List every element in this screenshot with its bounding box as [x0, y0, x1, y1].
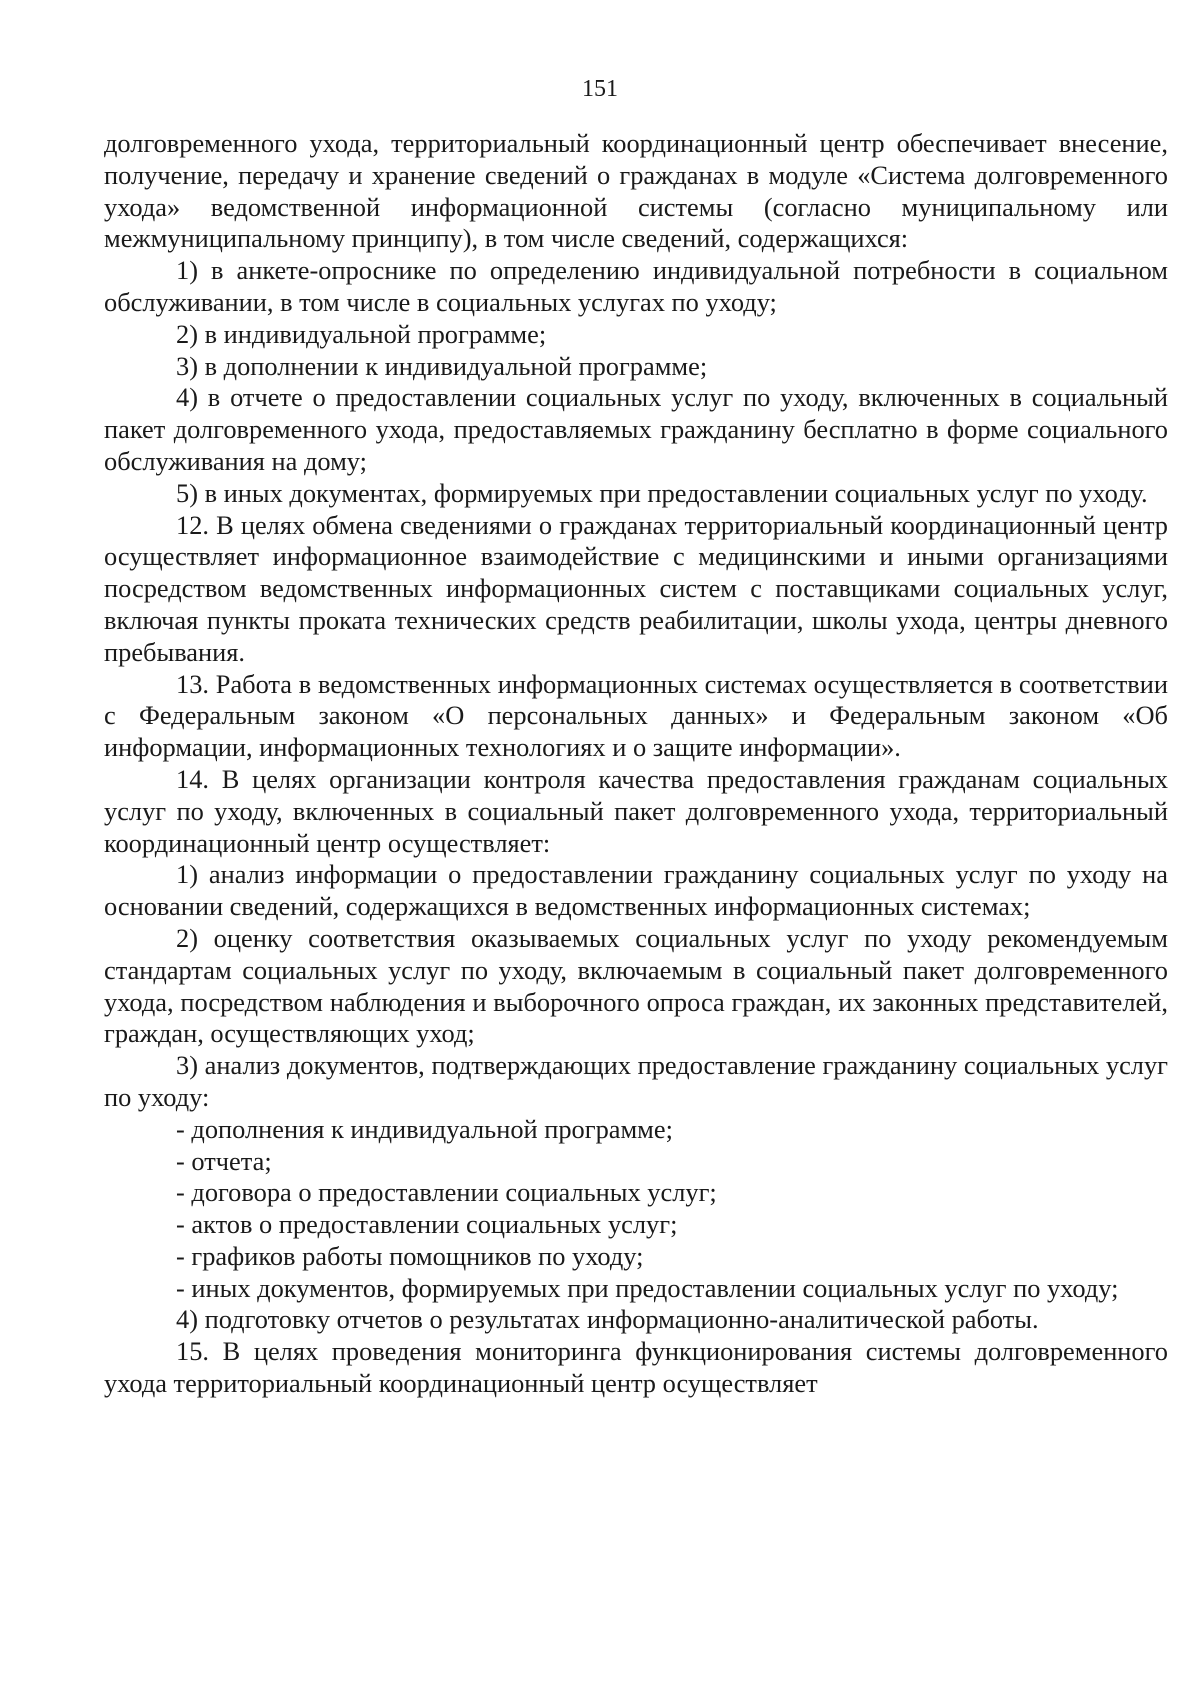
clause-14-item-3: 3) анализ документов, подтверждающих предоставление гражданину социальных услуг по уходу: — [104, 1050, 1168, 1112]
clause-14-item-2: 2) оценку соответствия оказываемых социальных услуг по уходу рекомендуемым стандартам социальных услуг по уходу, включаемым в социальный пакет долговременного ухода, посредством наблюдения и выборочного опроса граждан, их законных представителей, граждан, осуществляющих уход; — [104, 922, 1168, 1049]
page-number: 151 — [582, 76, 618, 102]
dash-item-4: - актов о предоставлении социальных услуг; — [176, 1209, 678, 1240]
dash-item-5: - графиков работы помощников по уходу; — [176, 1240, 644, 1271]
list-item-2: 2) в индивидуальной программе; — [176, 318, 547, 349]
list-item-1: 1) в анкете-опроснике по определению индивидуальной потребности в социальном обслуживании, в том числе в социальных услугах по уходу; — [104, 255, 1168, 317]
clause-14-item-1: 1) анализ информации о предоставлении гражданину социальных услуг по уходу на основании сведений, содержащихся в ведомственных информационных системах; — [104, 859, 1168, 922]
list-item-3: 3) в дополнении к индивидуальной программе; — [176, 350, 708, 381]
dash-item-1: - дополнения к индивидуальной программе; — [176, 1113, 673, 1144]
list-item-5: 5) в иных документах, формируемых при предоставлении социальных услуг по уходу. — [176, 477, 1148, 508]
paragraph-continuation: долговременного ухода, территориальный координационный центр обеспечивает внесение, получение, передачу и хранение сведений о гражданах в модуле «Система долговременного ухода» ведомственной информационной системы (согласно муниципальному или межмуниципальному принципу), в том числе сведений, содержащихся: — [104, 128, 1168, 254]
dash-item-6: - иных документов, формируемых при предоставлении социальных услуг по уходу; — [176, 1272, 1119, 1303]
list-item-4: 4) в отчете о предоставлении социальных услуг по уходу, включенных в социальный пакет долговременного ухода, предоставляемых гражданину бесплатно в форме социального обслуживания на дому; — [104, 382, 1168, 476]
clause-12: 12. В целях обмена сведениями о гражданах территориальный координационный центр осуществляет информационное взаимодействие с медицинскими и иными организациями посредством ведомственных информационных систем с поставщиками социальных услуг, включая пункты проката технических средств реабилитации, школы ухода, центры дневного пребывания. — [104, 509, 1168, 667]
clause-14: 14. В целях организации контроля качества предоставления гражданам социальных услуг по уходу, включенных в социальный пакет долговременного ухода, территориальный координационный центр осуществляет: — [104, 763, 1168, 858]
dash-item-3: - договора о предоставлении социальных услуг; — [176, 1177, 717, 1208]
clause-14-item-4: 4) подготовку отчетов о результатах информационно-аналитической работы. — [176, 1304, 1039, 1335]
document-body — [104, 128, 1168, 1400]
clause-13: 13. Работа в ведомственных информационных системах осуществляется в соответствии с Федеральным законом «О персональных данных» и Федеральным законом «Об информации, информационных технологиях и о защите информации». — [104, 668, 1168, 763]
clause-15: 15. В целях проведения мониторинга функционирования системы долговременного ухода территориальный координационный центр осуществляет — [104, 1336, 1168, 1399]
dash-item-2: - отчета; — [176, 1145, 272, 1176]
